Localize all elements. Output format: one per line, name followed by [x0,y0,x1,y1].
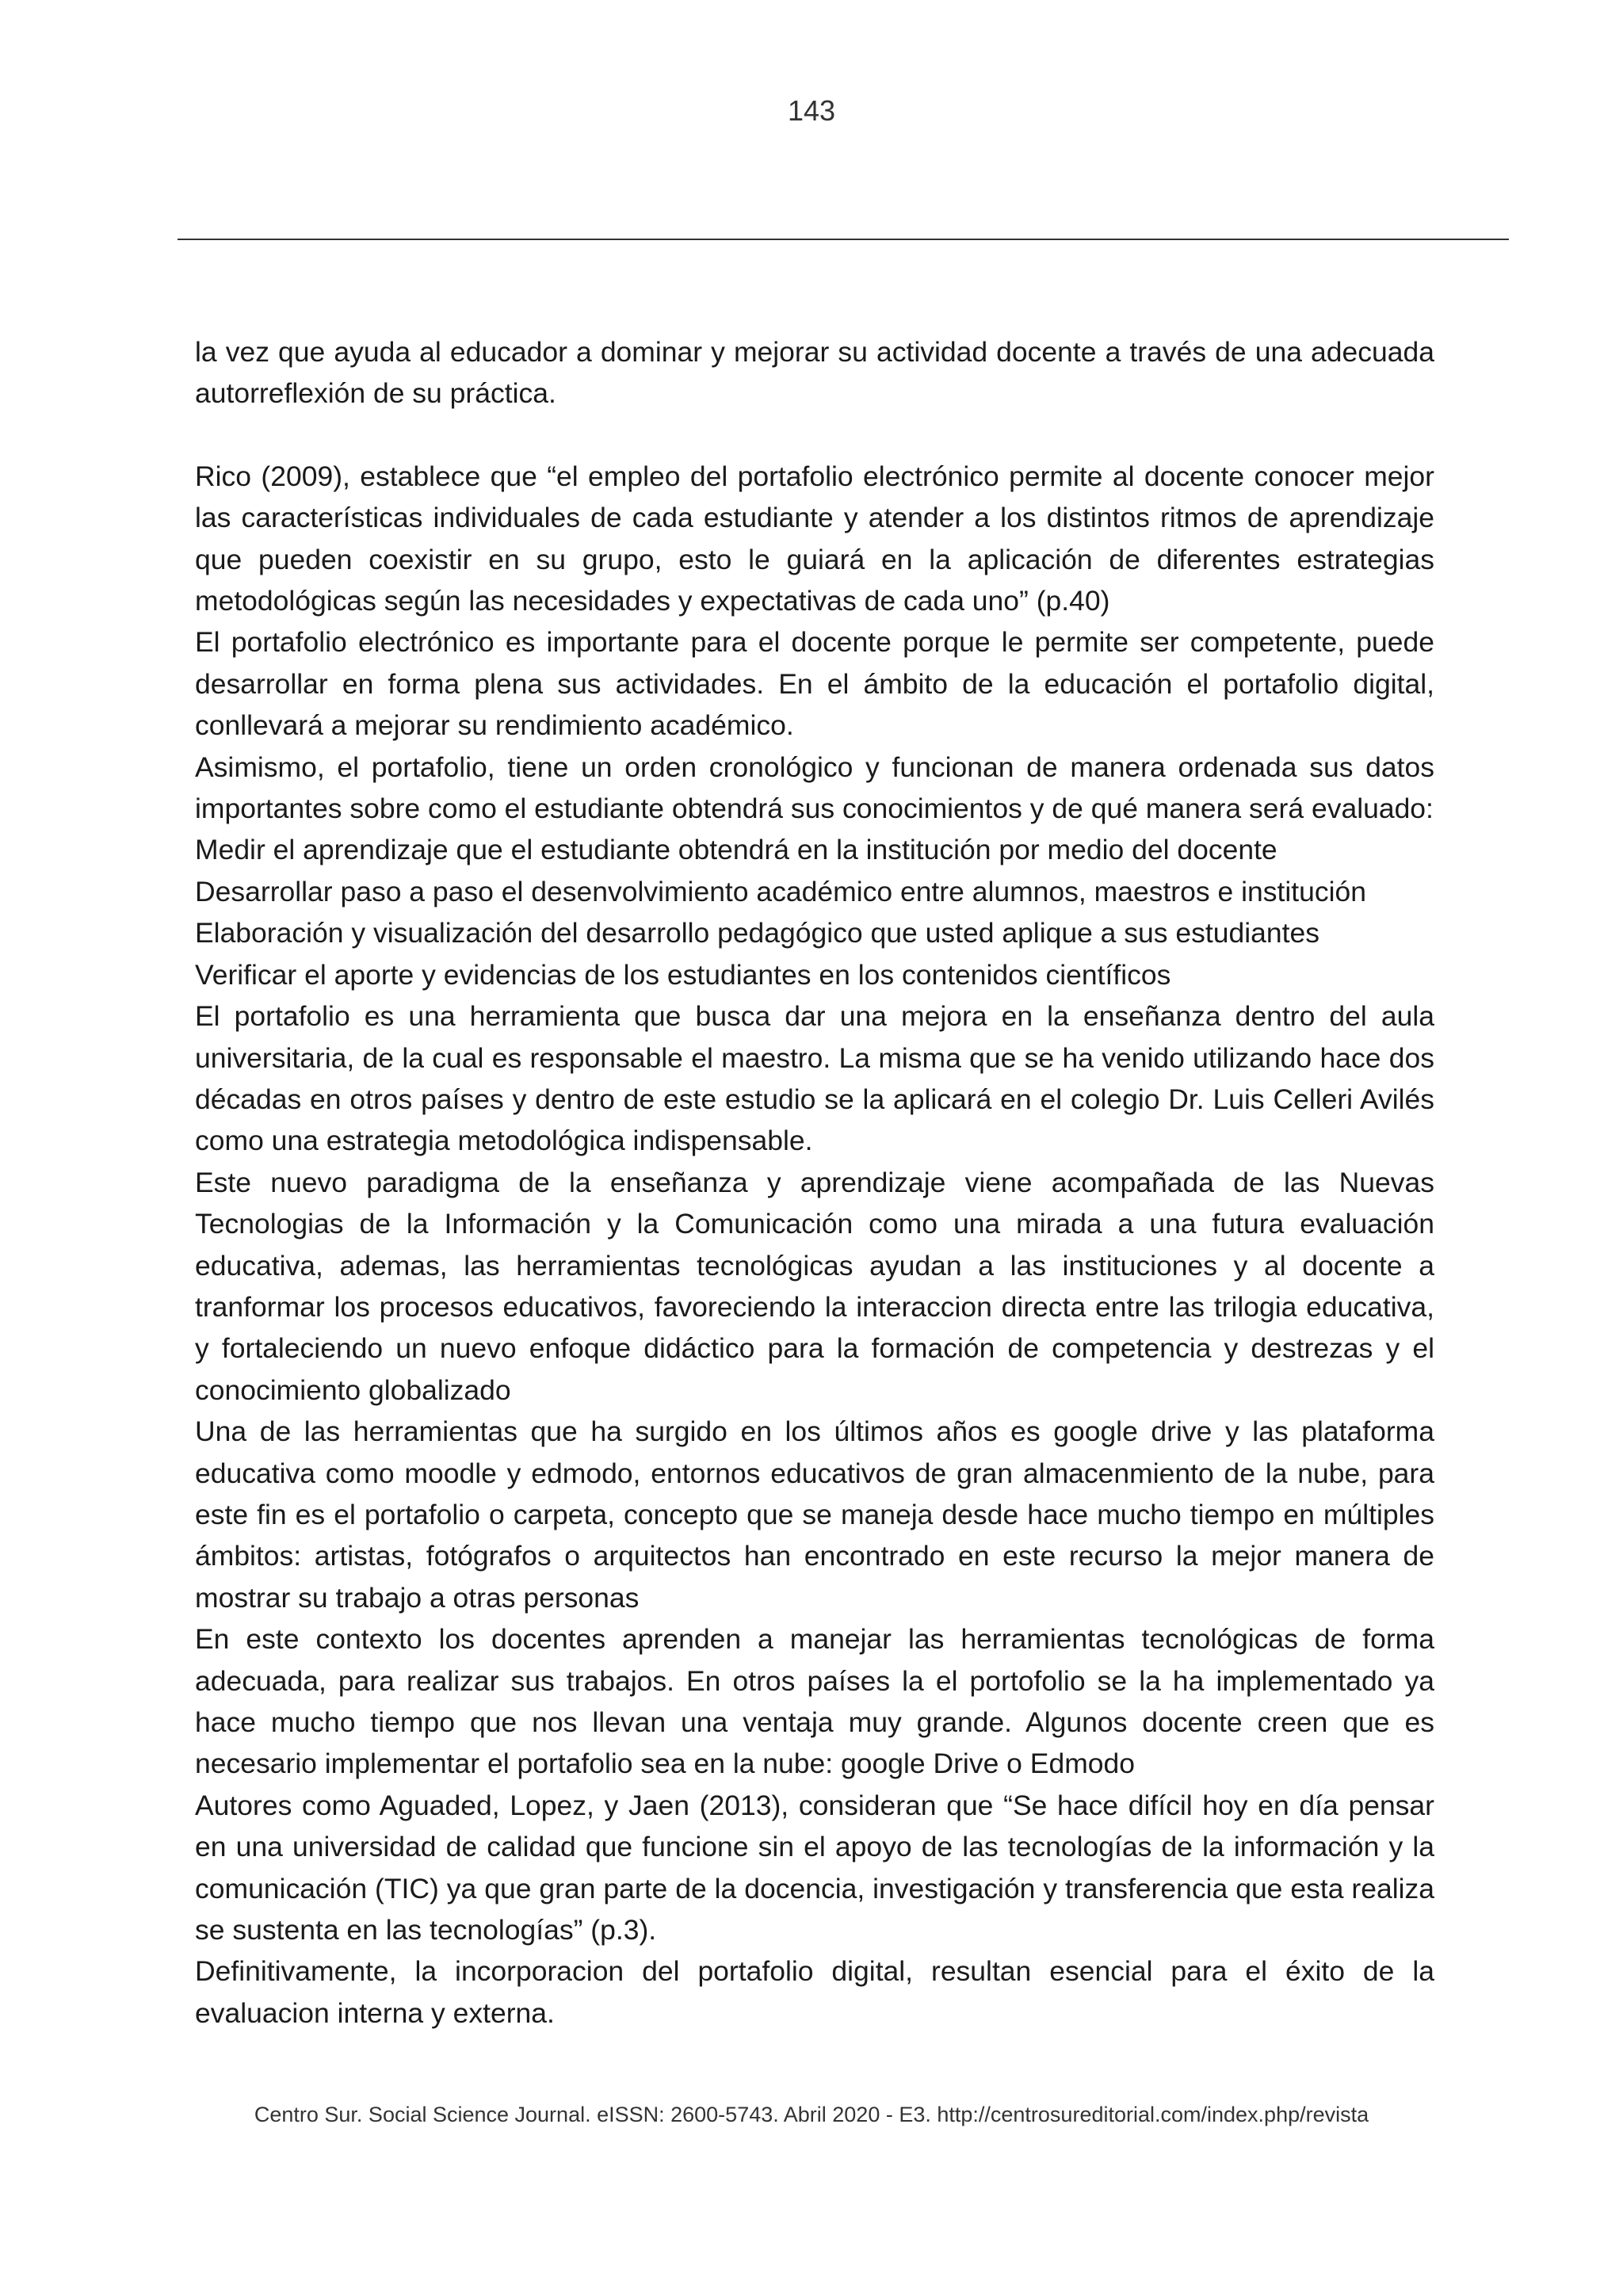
list-item-desarrollar: Desarrollar paso a paso el desenvolvimiento académico entre alumnos, maestros e institución [195,875,1366,907]
journal-footer: Centro Sur. Social Science Journal. eISSN: 2600-5743. Abril 2020 - E3. http://centrosureditorial.com/index.php/revista [254,2103,1369,2126]
list-item-elaboracion: Elaboración y visualización del desarrollo pedagógico que usted aplique a sus estudiantes [195,917,1319,949]
paragraph-aguaded-quote: Autores como Aguaded, Lopez, y Jaen (2013), consideran que “Se hace difícil hoy en día pensar en una universidad de calidad que funcione sin el apoyo de las tecnologías de la información y la comunicación (TIC) ya que gran parte de la docencia, investigación y transferencia que esta realiza se sustenta en las tecnologías” (p.3). [195,1789,1434,1946]
header-rule [178,239,1509,240]
list-item-medir: Medir el aprendizaje que el estudiante obtendrá en la institución por medio del docente [195,834,1277,866]
paragraph-paradigma: Este nuevo paradigma de la enseñanza y aprendizaje viene acompañada de las Nuevas Tecnologias de la Información y la Comunicación como una mirada a una futura evaluación educativa, ademas, las herramientas tecnológicas ayudan a las instituciones y al docente a tranformar los procesos educativos, favoreciendo la interaccion directa entre las trilogia educativa, y fortaleciendo un nuevo enfoque didáctico para la formación de competencia y destrezas y el conocimiento globalizado [195,1166,1434,1406]
paragraph-google-drive: Una de las herramientas que ha surgido en los últimos años es google drive y las plataforma educativa como moodle y edmodo, entornos educativos de gran almacenmiento de la nube, para este fin es el portafolio o carpeta, concepto que se maneja desde hace mucho tiempo en múltiples ámbitos: artistas, fotógrafos o arquitectos han encontrado en este recurso la mejor manera de mostrar su trabajo a otras personas [195,1415,1434,1614]
list-item-verificar: Verificar el aporte y evidencias de los estudiantes en los contenidos científicos [195,958,1171,991]
page-number: 143 [787,94,836,127]
paragraph-continuation: la vez que ayuda al educador a dominar y mejorar su actividad docente a través de una adecuada autorreflexión de su práctica. [195,336,1434,410]
paragraph-portafolio-importance: El portafolio electrónico es importante para el docente porque le permite ser competente, puede desarrollar en forma plena sus actividades. En el ámbito de la educación el portafolio digital, conllevará a mejorar su rendimiento académico. [195,626,1434,742]
paragraph-asimismo: Asimismo, el portafolio, tiene un orden cronológico y funcionan de manera ordenada sus datos importantes sobre como el estudiante obtendrá sus conocimientos y de qué manera será evaluado: [195,751,1434,825]
paragraph-contexto: En este contexto los docentes aprenden a manejar las herramientas tecnológicas de forma adecuada, para realizar sus trabajos. En otros países la el portofolio se la ha implementado ya hace mucho tiempo que nos llevan una ventaja muy grande. Algunos docente creen que es necesario implementar el portafolio sea en la nube: google Drive o Edmodo [195,1623,1434,1780]
paragraph-rico-quote: Rico (2009), establece que “el empleo del portafolio electrónico permite al docente conocer mejor las características individuales de cada estudiante y atender a los distintos ritmos de aprendizaje que pueden coexistir en su grupo, esto le guiará en la aplicación de diferentes estrategias metodológicas según las necesidades y expectativas de cada uno” (p.40) [195,460,1434,617]
paragraph-conclusion: Definitivamente, la incorporacion del portafolio digital, resultan esencial para el éxito de la evaluacion interna y externa. [195,1955,1434,2029]
body-text [195,331,1434,2034]
paragraph-herramienta: El portafolio es una herramienta que busca dar una mejora en la enseñanza dentro del aula universitaria, de la cual es responsable el maestro. La misma que se ha venido utilizando hace dos décadas en otros países y dentro de este estudio se la aplicará en el colegio Dr. Luis Celleri Avilés como una estrategia metodológica indispensable. [195,1000,1434,1157]
